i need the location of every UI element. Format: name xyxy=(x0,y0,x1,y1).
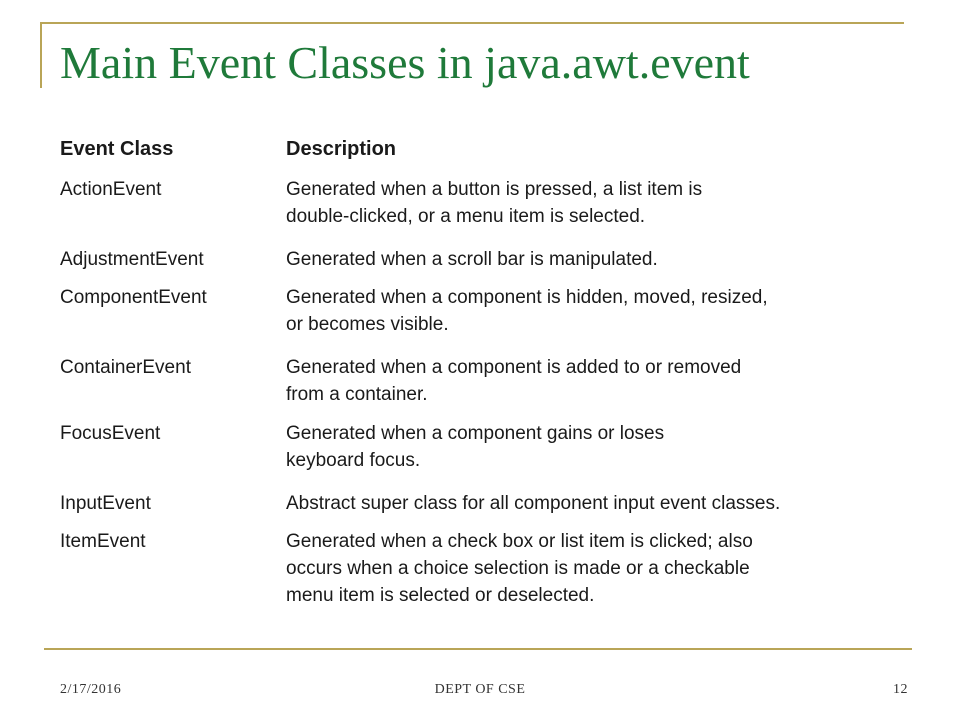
description-line: Abstract super class for all component input event classes. xyxy=(286,493,781,514)
description-line: Generated when a check box or list item is clicked; also xyxy=(286,531,753,552)
slide-title: Main Event Classes in java.awt.event xyxy=(60,37,750,88)
event-description xyxy=(286,284,906,354)
event-class-name: InputEvent xyxy=(60,493,151,514)
event-description xyxy=(286,354,906,420)
description-line: occurs when a choice selection is made or a checkable xyxy=(286,558,750,579)
event-class-name: AdjustmentEvent xyxy=(60,249,204,270)
frame-top-rule xyxy=(40,22,904,24)
description-line: keyboard focus. xyxy=(286,450,421,471)
table-row xyxy=(60,176,910,246)
footer-page-number: 12 xyxy=(893,682,908,697)
table-row xyxy=(60,420,910,490)
table-row xyxy=(60,490,910,528)
footer-date: 2/17/2016 xyxy=(60,682,122,697)
table-row xyxy=(60,246,910,284)
header-event-class: Event Class xyxy=(60,138,174,160)
event-class-table xyxy=(60,138,910,612)
event-description xyxy=(286,246,906,284)
event-class-name: ItemEvent xyxy=(60,531,146,552)
event-class-name: ComponentEvent xyxy=(60,287,207,308)
event-description xyxy=(286,490,906,528)
event-class-name: FocusEvent xyxy=(60,423,161,444)
description-line: Generated when a button is pressed, a list item is xyxy=(286,179,703,200)
description-line: menu item is selected or deselected. xyxy=(286,585,595,606)
description-line: or becomes visible. xyxy=(286,314,449,335)
table-row xyxy=(60,284,910,354)
frame-left-rule xyxy=(40,22,42,88)
event-class-name: ActionEvent xyxy=(60,179,162,200)
description-line: Generated when a component gains or loses xyxy=(286,423,665,444)
frame-bottom-rule xyxy=(44,648,912,650)
event-description xyxy=(286,528,906,612)
description-line: Generated when a scroll bar is manipulated. xyxy=(286,249,658,270)
event-description xyxy=(286,176,906,246)
event-description xyxy=(286,420,906,490)
description-line: Generated when a component is added to or removed xyxy=(286,357,742,378)
table-header xyxy=(60,138,910,176)
table-row xyxy=(60,354,910,420)
description-line: double-clicked, or a menu item is selected. xyxy=(286,206,646,227)
table-row xyxy=(60,528,910,612)
description-line: from a container. xyxy=(286,384,428,405)
event-class-name: ContainerEvent xyxy=(60,357,191,378)
header-description: Description xyxy=(286,138,397,160)
footer-department: DEPT OF CSE xyxy=(434,682,526,697)
description-line: Generated when a component is hidden, moved, resized, xyxy=(286,287,768,308)
